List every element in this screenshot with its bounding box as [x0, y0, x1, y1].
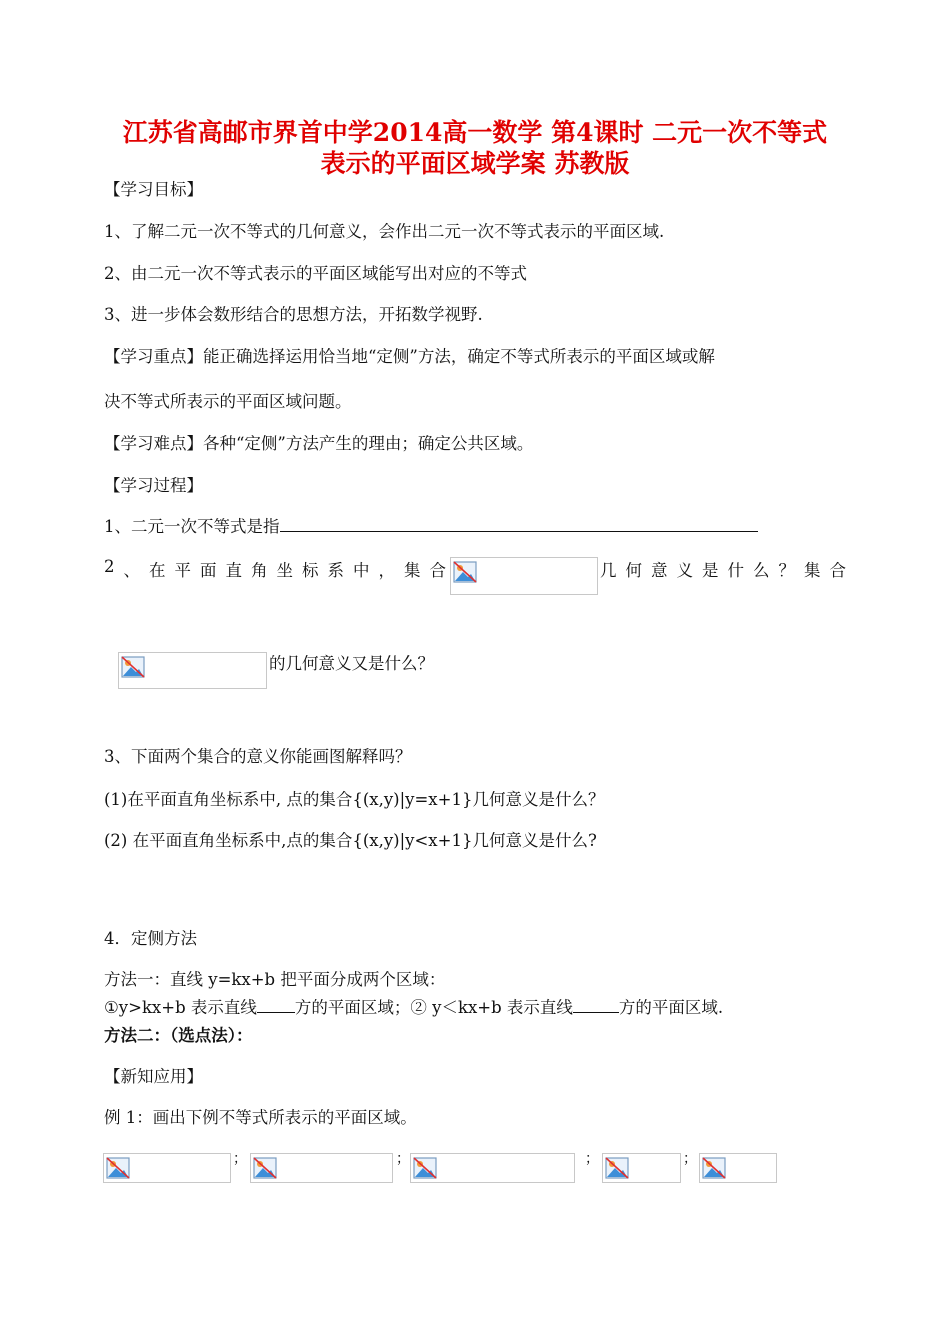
question-2-tail: 的几何意义又是什么？ [269, 654, 434, 673]
method-1-detail [104, 994, 723, 1018]
question-1 [104, 513, 758, 537]
document-title-line1: 江苏省高邮市界首中学2014高一数学 第4课时 二元一次不等式 [122, 118, 828, 147]
q2-char: 义 [676, 561, 693, 580]
question-2-left [104, 557, 446, 581]
objectives-heading: 【学习目标】 [104, 180, 203, 199]
q2-char: 意 [651, 561, 668, 580]
q2-char: 直 [225, 561, 242, 580]
question-1-blank [280, 530, 758, 532]
q2-char: 什 [727, 561, 744, 580]
objective-item-2: 2、由二元一次不等式表示的平面区域能写出对应的不等式 [104, 264, 527, 283]
document-title-line2: 表示的平面区域学案 苏教版 [320, 149, 630, 178]
key-points-paragraph [104, 343, 715, 367]
question-3: 3、下面两个集合的意义你能画图解释吗？ [104, 747, 412, 766]
key-points-text2: 决不等式所表示的平面区域问题。 [104, 392, 352, 411]
method-1-part-c: 方的平面区域. [618, 998, 724, 1017]
broken-image-icon [453, 561, 477, 583]
broken-image-placeholder [118, 652, 267, 689]
broken-image-icon [413, 1157, 437, 1179]
q2-char: 系 [327, 561, 344, 580]
separator: ； [683, 1151, 697, 1167]
broken-image-icon [605, 1157, 629, 1179]
q2-char: 面 [200, 561, 217, 580]
broken-image-placeholder [450, 557, 598, 595]
q2-char: 何 [625, 561, 642, 580]
q2-char: 合 [829, 561, 846, 580]
broken-image-icon [121, 656, 145, 678]
q2-char: 是 [702, 561, 719, 580]
objective-item-3: 3、进一步体会数形结合的思想方法，开拓数学视野. [104, 305, 483, 324]
q2-char: 集 [804, 561, 821, 580]
question-2-right [600, 557, 846, 581]
difficulty-text: 各种“定侧”方法产生的理由；确定公共区域。 [203, 434, 534, 453]
q2-char: 在 [149, 561, 166, 580]
q2-char: 中 [353, 561, 370, 580]
broken-image-icon [106, 1157, 130, 1179]
method-1: 方法一：直线 y=kx+b 把平面分成两个区域： [104, 970, 446, 989]
broken-image-icon [702, 1157, 726, 1179]
method-1-blank-2 [573, 1011, 619, 1013]
q2-char: 坐 [276, 561, 293, 580]
question-3-1: (1)在平面直角坐标系中, 点的集合{(x,y)|y=x+1}几何意义是什么？ [104, 790, 605, 809]
question-1-text: 1、二元一次不等式是指 [104, 517, 280, 536]
q2-char: 集 [404, 561, 421, 580]
broken-image-placeholder [410, 1153, 575, 1183]
q2-char: 平 [174, 561, 191, 580]
broken-image-placeholder [103, 1153, 231, 1183]
q2-char: 角 [251, 561, 268, 580]
separator: ； [585, 1151, 599, 1167]
method-1-part-a: ①y>kx+b 表示直线 [104, 998, 257, 1017]
application-heading: 【新知应用】 [104, 1067, 203, 1086]
broken-image-placeholder [699, 1153, 777, 1183]
example-1: 例 1：画出下例不等式所表示的平面区域。 [104, 1108, 417, 1127]
q2-char: 几 [600, 561, 617, 580]
q2-char: 标 [302, 561, 319, 580]
separator: ； [396, 1151, 410, 1167]
method-2: 方法二：（选点法）： [104, 1026, 253, 1045]
q2-char: ？ [778, 561, 795, 580]
question-3-2: (2) 在平面直角坐标系中,点的集合{(x,y)|y<x+1}几何意义是什么? [104, 831, 597, 850]
process-heading: 【学习过程】 [104, 476, 203, 495]
q2-char: 、 [123, 561, 140, 580]
q2-char: 么 [753, 561, 770, 580]
key-points-text1: 能正确选择运用恰当地“定侧”方法，确定不等式所表示的平面区域或解 [203, 347, 715, 366]
difficulty-paragraph [104, 430, 533, 454]
key-points-label: 【学习重点】 [104, 347, 203, 366]
q2-char: 2 [104, 557, 115, 576]
question-4: 4．定侧方法 [104, 929, 197, 948]
q2-char: ， [378, 561, 395, 580]
difficulty-label: 【学习难点】 [104, 434, 203, 453]
method-1-blank-1 [257, 1011, 295, 1013]
objective-item-1: 1、了解二元一次不等式的几何意义，会作出二元一次不等式表示的平面区域. [104, 222, 665, 241]
broken-image-icon [253, 1157, 277, 1179]
q2-char: 合 [429, 561, 446, 580]
broken-image-placeholder [250, 1153, 393, 1183]
separator: ； [233, 1151, 247, 1167]
method-1-part-b: 方的平面区域；② y＜kx+b 表示直线 [294, 998, 573, 1017]
broken-image-placeholder [602, 1153, 681, 1183]
